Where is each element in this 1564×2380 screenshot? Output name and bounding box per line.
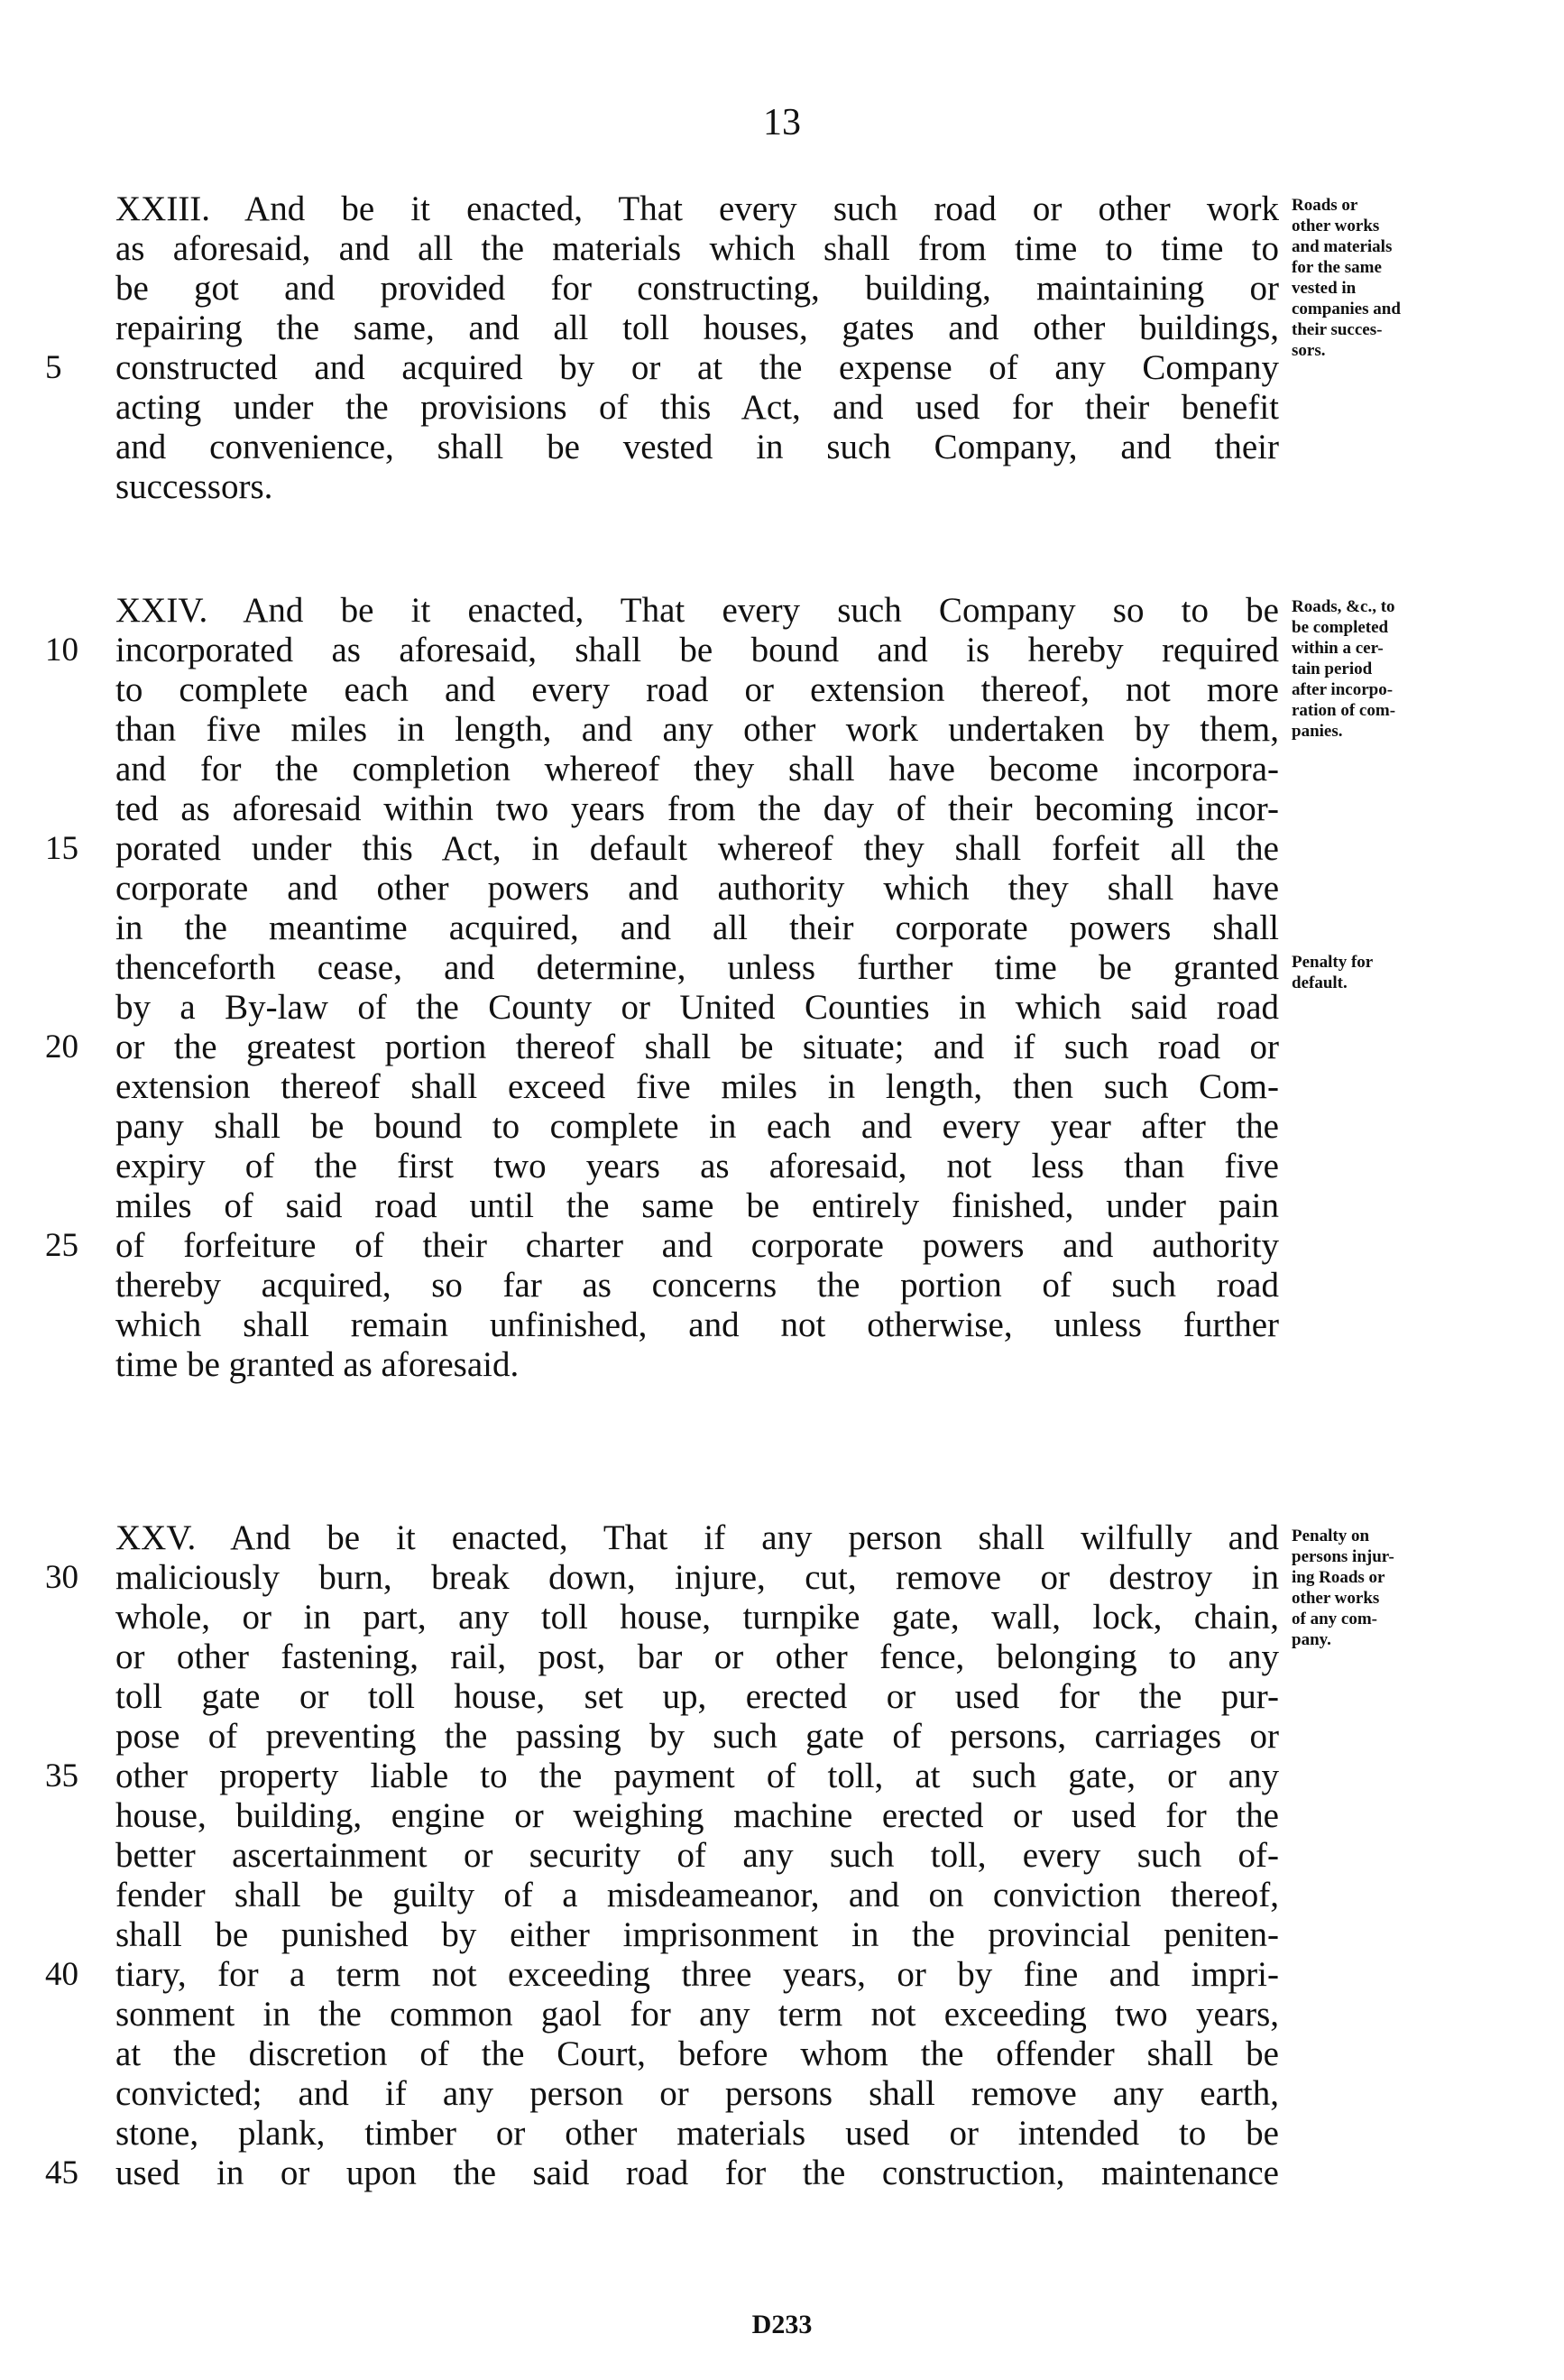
line-number: 10 <box>45 632 78 669</box>
text-line: sonment in the common gaol for any term not exceeding two years, <box>115 1995 1279 2034</box>
note-line: persons injur- <box>1292 1547 1394 1566</box>
text-line: ted as aforesaid within two years from the day of their becoming incor- <box>115 789 1279 828</box>
text-line: maliciously burn, break down, injure, cut, remove or destroy in <box>115 1558 1279 1597</box>
text-line: convicted; and if any person or persons shall remove any earth, <box>115 2074 1279 2113</box>
text-line: constructed and acquired by or at the expense of any Company <box>115 348 1279 387</box>
text-line: successors. <box>115 467 273 506</box>
note-line: ration of com- <box>1292 701 1396 720</box>
text-line: incorporated as aforesaid, shall be bound and is hereby required <box>115 631 1279 669</box>
note-line: be completed <box>1292 618 1389 637</box>
margin-note-roads-vested <box>1292 195 1553 361</box>
text-line: other property liable to the payment of toll, at such gate, or any <box>115 1757 1279 1795</box>
note-line: of any com- <box>1292 1610 1377 1628</box>
text-line: pose of preventing the passing by such gate of persons, carriages or <box>115 1717 1279 1756</box>
text-line: be got and provided for constructing, building, maintaining or <box>115 269 1279 308</box>
text-line: XXIV. And be it enacted, That every such Company so to be <box>115 591 1279 630</box>
note-line: companies and <box>1292 300 1401 318</box>
note-line: their succes- <box>1292 320 1383 339</box>
text-line: by a By-law of the County or United Counties in which said road <box>115 988 1279 1027</box>
text-line: repairing the same, and all toll houses, gates and other buildings, <box>115 309 1279 347</box>
line-number: 20 <box>45 1029 78 1065</box>
text-line: to complete each and every road or extension thereof, not more <box>115 670 1279 709</box>
text-line: miles of said road until the same be entirely finished, under pain <box>115 1186 1279 1225</box>
text-line: fender shall be guilty of a misdeameanor, and on conviction thereof, <box>115 1876 1279 1914</box>
line-number: 40 <box>45 1956 78 1993</box>
note-line: ing Roads or <box>1292 1568 1385 1587</box>
text-line: porated under this Act, in default whereof they shall forfeit all the <box>115 829 1279 868</box>
line-number: 25 <box>45 1227 78 1264</box>
text-line: tiary, for a term not exceeding three years, or by fine and impri- <box>115 1955 1279 1994</box>
page-number: 13 <box>763 102 801 143</box>
line-number: 5 <box>45 349 62 386</box>
line-number: 30 <box>45 1559 78 1596</box>
text-line: at the discretion of the Court, before whom the offender shall be <box>115 2034 1279 2073</box>
note-line: default. <box>1292 973 1348 992</box>
text-line: acting under the provisions of this Act, and used for their benefit <box>115 388 1279 427</box>
text-line: extension thereof shall exceed five miles in length, then such Com- <box>115 1067 1279 1106</box>
text-line: pany shall be bound to complete in each and every year after the <box>115 1107 1279 1146</box>
text-line: and for the completion whereof they shall have become incorpora- <box>115 750 1279 789</box>
text-line: and convenience, shall be vested in such Company, and their <box>115 428 1279 466</box>
text-line: XXIII. And be it enacted, That every such road or other work <box>115 189 1279 228</box>
note-line: after incorpo- <box>1292 680 1394 699</box>
text-line: stone, plank, timber or other materials used or intended to be <box>115 2114 1279 2153</box>
text-line: used in or upon the said road for the construction, maintenance <box>115 2154 1279 2192</box>
margin-note-penalty-default <box>1292 952 1553 993</box>
text-line: toll gate or toll house, set up, erected or used for the pur- <box>115 1677 1279 1716</box>
signature-mark: D233 <box>751 2310 813 2339</box>
text-line: corporate and other powers and authority which they shall have <box>115 869 1279 908</box>
note-line: and materials <box>1292 237 1393 256</box>
line-number: 45 <box>45 2154 78 2191</box>
note-line: for the same <box>1292 258 1382 277</box>
note-line: within a cer- <box>1292 639 1384 658</box>
text-line: of forfeiture of their charter and corporate powers and authority <box>115 1226 1279 1265</box>
text-line: or other fastening, rail, post, bar or other fence, belonging to any <box>115 1637 1279 1676</box>
text-line: time be granted as aforesaid. <box>115 1345 520 1384</box>
note-line: tain period <box>1292 660 1373 678</box>
margin-note-roads-completed <box>1292 596 1553 742</box>
text-line: thenceforth cease, and determine, unless further time be granted <box>115 948 1279 987</box>
text-line: in the meantime acquired, and all their corporate powers shall <box>115 909 1279 947</box>
note-line: pany. <box>1292 1630 1331 1649</box>
note-line: Penalty on <box>1292 1527 1370 1545</box>
text-line: expiry of the first two years as aforesaid, not less than five <box>115 1147 1279 1185</box>
text-line: or the greatest portion thereof shall be situate; and if such road or <box>115 1028 1279 1066</box>
text-line: as aforesaid, and all the materials which shall from time to time to <box>115 229 1279 268</box>
line-number: 15 <box>45 830 78 867</box>
note-line: panies. <box>1292 722 1343 741</box>
text-line: which shall remain unfinished, and not otherwise, unless further <box>115 1305 1279 1344</box>
note-line: vested in <box>1292 279 1357 298</box>
note-line: Penalty for <box>1292 953 1374 972</box>
text-line: shall be punished by either imprisonment in the provincial peniten- <box>115 1915 1279 1954</box>
text-line: XXV. And be it enacted, That if any person shall wilfully and <box>115 1518 1279 1557</box>
text-line: better ascertainment or security of any such toll, every such of- <box>115 1836 1279 1875</box>
note-line: Roads, &c., to <box>1292 597 1395 616</box>
note-line: Roads or <box>1292 196 1358 215</box>
text-line: whole, or in part, any toll house, turnpike gate, wall, lock, chain, <box>115 1598 1279 1637</box>
line-number: 35 <box>45 1757 78 1794</box>
text-line: than five miles in length, and any other work undertaken by them, <box>115 710 1279 749</box>
margin-note-penalty-injuring <box>1292 1526 1553 1650</box>
text-line: house, building, engine or weighing machine erected or used for the <box>115 1796 1279 1835</box>
note-line: sors. <box>1292 341 1326 360</box>
note-line: other works <box>1292 1589 1380 1608</box>
note-line: other works <box>1292 217 1380 235</box>
text-line: thereby acquired, so far as concerns the portion of such road <box>115 1266 1279 1305</box>
